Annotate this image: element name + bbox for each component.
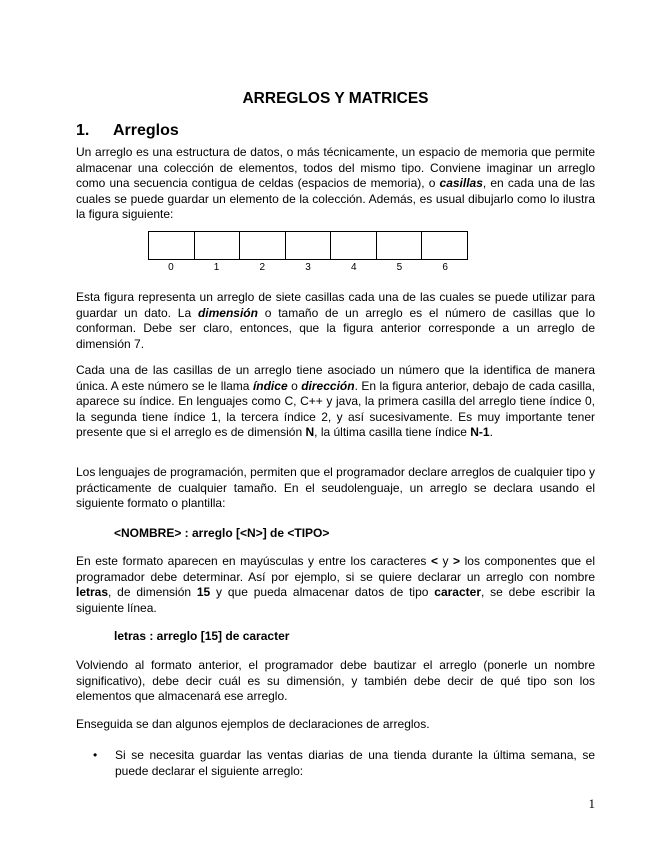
paragraph-dimension	[76, 290, 595, 352]
array-cell	[149, 232, 195, 259]
array-index: 5	[396, 262, 403, 273]
section-number: 1.	[76, 122, 90, 139]
paragraph-naming: Volviendo al formato anterior, el programador debe bautizar el arreglo (ponerle un nombre significativo), debe decir cuál es su dimensión, y también debe decir de qué tipo son los elementos que almacenará ese arreglo.	[76, 658, 595, 704]
term-indice: índice	[252, 378, 288, 393]
array-index: 4	[350, 262, 357, 273]
array-cell	[195, 232, 241, 259]
text-run: , se debe escribir la siguiente línea.	[76, 585, 595, 615]
paragraph-examples-intro: Enseguida se dan algunos ejemplos de declaraciones de arreglos.	[76, 717, 430, 731]
term-n: N	[305, 425, 315, 440]
paragraph-format	[76, 554, 595, 616]
text-run: Cada una de las casillas de un arreglo tiene asociado un número que la identifica de manera única. A este número se le llama	[76, 363, 595, 393]
section-heading	[76, 122, 179, 140]
term-dimension: dimensión	[197, 305, 258, 320]
symbol-gt: >	[453, 554, 461, 568]
term-direccion: dirección	[301, 378, 355, 393]
array-cell	[240, 232, 286, 259]
page-number: 1	[588, 796, 595, 811]
bullet-text: Si se necesita guardar las ventas diarias de una tienda durante la última semana, se puede declarar el siguiente arreglo:	[115, 748, 595, 778]
text-run: y	[437, 554, 454, 568]
term-casillas: casillas	[439, 176, 483, 191]
text-run: , de dimensión	[108, 585, 197, 600]
array-indices	[148, 262, 468, 274]
format-template: <NOMBRE> : arreglo [<N>] de <TIPO>	[114, 526, 330, 540]
term-letras: letras	[76, 585, 109, 600]
paragraph-declaration: Los lenguajes de programación, permiten que el programador declare arreglos de cualquier tipo y prácticamente de cualquier tamaño. En el seudolenguaje, un arreglo se declara usando el siguiente formato o plantilla:	[76, 465, 595, 511]
text-run: . En la figura anterior, debajo de cada casilla, aparece su índice. En lenguajes como C, C++ y java, la primera casilla del arreglo tiene índice 0, la segunda tiene índice 1, la tercera índice 2, y así sucesivamente. Es muy importante tener presente que si el arreglo es de dimensión	[76, 378, 596, 440]
document-title: ARREGLOS Y MATRICES	[242, 90, 429, 107]
term-n-minus-1: N-1	[470, 425, 490, 440]
array-index: 3	[305, 262, 311, 273]
text-run: Esta figura representa un arreglo de siete casillas cada una de las cuales se puede utilizar para guardar un dato. La	[76, 290, 595, 320]
text-run: o	[287, 378, 302, 393]
array-figure	[148, 231, 468, 274]
text-run: , en cada una de las cuales se puede guardar un elemento de la colección. Además, es usual dibujarlo como lo ilustra la figura siguiente:	[76, 176, 595, 222]
example-declaration: letras : arreglo [15] de caracter	[114, 629, 290, 643]
array-index: 6	[442, 262, 448, 273]
bullet-item	[93, 748, 595, 779]
paragraph-index	[76, 363, 595, 441]
array-cell	[286, 232, 332, 259]
text-run: y que pueda almacenar datos de tipo	[210, 585, 435, 600]
section-title: Arreglos	[113, 122, 179, 139]
array-index: 2	[259, 262, 266, 273]
term-15: 15	[196, 585, 211, 600]
symbol-lt: <	[430, 554, 438, 568]
text-run: En este formato aparecen en mayúsculas y entre los caracteres	[76, 554, 431, 568]
term-caracter: caracter	[434, 585, 481, 600]
text-run: , la última casilla tiene índice	[314, 425, 471, 440]
array-cells	[148, 231, 468, 260]
array-index: 1	[213, 262, 220, 273]
text-run: Un arreglo es una estructura de datos, o más técnicamente, un espacio de memoria que permite almacenar una colección de elementos, todos del mismo tipo. Conviene imaginar un arreglo como una secuencia contigua de celdas (espacios de memoria), o	[76, 145, 595, 191]
array-cell	[422, 232, 467, 259]
array-cell	[377, 232, 423, 259]
array-index: 0	[168, 262, 174, 273]
text-run: .	[489, 425, 493, 440]
paragraph-intro	[76, 145, 595, 223]
text-run: los componentes que el programador debe determinar. Así por ejemplo, si se quiere declarar un arreglo con nombre	[76, 554, 595, 584]
text-run: o tamaño de un arreglo es el número de casillas que lo conforman. Debe ser claro, entonces, que la figura anterior corresponde a un arreglo de dimensión 7.	[76, 305, 595, 351]
array-cell	[331, 232, 377, 259]
bullet-icon: •	[93, 748, 98, 762]
